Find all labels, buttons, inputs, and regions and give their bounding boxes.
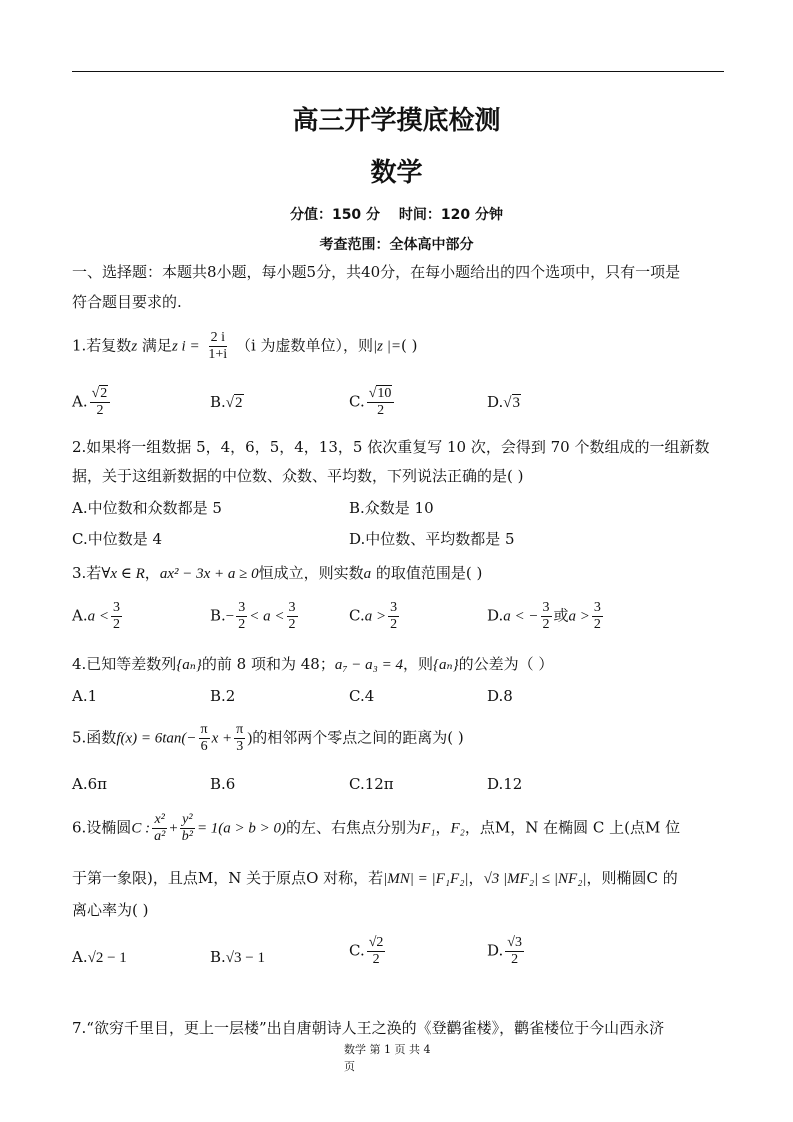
q1-c-den: 2 xyxy=(377,403,385,418)
q1-fraction xyxy=(206,330,229,363)
q6-den2: b² xyxy=(181,829,193,844)
q1-paren: ( ) xyxy=(400,336,418,355)
q3-a-den: 2 xyxy=(112,617,120,632)
q6-d-den: 2 xyxy=(511,952,519,967)
q1-option-d: D.√3 xyxy=(487,393,520,411)
q6-c-label: C. xyxy=(349,941,365,960)
question-1 xyxy=(72,330,417,363)
q1-d-rad: 3 xyxy=(512,395,520,411)
q4-eq: a₇ − a₃ = 4 xyxy=(334,657,404,673)
q3-d-num2: 3 xyxy=(593,600,601,615)
q6-num1: x² xyxy=(154,812,165,827)
q3-d-lhs: a < − xyxy=(503,608,539,625)
q1-a-den: 2 xyxy=(96,403,104,418)
question-3 xyxy=(72,563,482,584)
q1-mid: 满足 xyxy=(137,336,172,355)
q5-option-d: D.12 xyxy=(487,775,523,793)
q6-eq2: √3 |MF₂| ≤ |NF₂| xyxy=(483,871,587,887)
q6-num2: y² xyxy=(182,812,193,827)
q6-post1: 的左、右焦点分别为 xyxy=(286,818,422,837)
q3-a-lhs: a < xyxy=(87,608,109,625)
q1-frac-num: 2 i xyxy=(210,330,225,345)
q1-note: （i 为虚数单位），则 xyxy=(235,336,374,355)
q3-d-rhs: a > xyxy=(568,608,590,625)
q3-ineq: ax² − 3x + a ≥ 0 xyxy=(159,566,259,582)
q5-num1: π xyxy=(200,722,208,737)
q6-c-den: 2 xyxy=(372,952,380,967)
section-heading-line1: 一、选择题：本题共8小题，每小题5分，共40分，在每小题给出的四个选项中，只有一项是 xyxy=(72,263,681,281)
q2-option-b: B.众数是 10 xyxy=(349,499,434,517)
q2-option-d: D.中位数、平均数都是 5 xyxy=(349,530,515,548)
q3-a-num: 3 xyxy=(112,600,120,615)
q3-b-num1: 3 xyxy=(238,600,246,615)
question-5 xyxy=(72,722,464,755)
q6-option-b xyxy=(210,947,265,968)
q2-option-c: C.中位数是 4 xyxy=(72,530,163,548)
q2-option-a: A.中位数和众数都是 5 xyxy=(72,499,222,517)
q6-frac1 xyxy=(152,812,167,845)
q4-mid2: ，则 xyxy=(403,655,434,673)
q6-option-a xyxy=(72,947,127,968)
q3-b-den2: 2 xyxy=(288,617,296,632)
q6-f1: F₁ xyxy=(421,820,436,837)
q3-post: 恒成立，则实数 xyxy=(258,564,364,582)
question-6-line1 xyxy=(72,812,680,845)
q6-a-text: √2 − 1 xyxy=(87,950,127,966)
q3-d-frac2 xyxy=(592,600,603,633)
q6-frac2 xyxy=(180,812,195,845)
question-4 xyxy=(72,654,553,675)
q4-mid: 的前 8 项和为 48； xyxy=(201,655,335,673)
q3-b-frac1 xyxy=(236,600,247,633)
q5-frac1 xyxy=(199,722,210,755)
q3-d-den1: 2 xyxy=(542,617,550,632)
q3-d-frac1 xyxy=(541,600,552,633)
q1-option-b: B.√2 xyxy=(210,393,243,411)
q4-post: 的公差为（ ） xyxy=(458,655,554,673)
q1-eq-lhs: z i = xyxy=(171,338,200,355)
q6-line2a: 于第一象限)，且点M，N 关于原点O 对称，若 xyxy=(72,869,384,887)
q6-d-frac xyxy=(505,935,524,968)
q6-sep2: ， xyxy=(468,869,484,887)
q5-option-a: A.6π xyxy=(72,775,108,793)
q3-a-frac xyxy=(111,600,122,633)
q6-c-frac xyxy=(367,935,386,968)
q5-num2: π xyxy=(236,722,244,737)
q1-pre: 1.若复数 xyxy=(72,336,132,355)
q4-option-d: D.8 xyxy=(487,687,513,705)
q1-var: z xyxy=(131,338,138,355)
q6-sep: ， xyxy=(435,818,451,837)
subject-title: 数学 xyxy=(370,158,423,188)
q1-c-frac: $\frac{√10}{2}$ xyxy=(367,386,395,419)
q6-f2: F₂ xyxy=(450,820,465,837)
q1-c-num: 10 xyxy=(377,386,392,401)
q4-option-c: C.4 xyxy=(349,687,375,705)
q5-den2: 3 xyxy=(236,739,244,754)
q1-option-c xyxy=(349,386,396,419)
page-title: 高三开学摸底检测 xyxy=(292,106,501,136)
q6-den1: a² xyxy=(154,829,166,844)
top-rule xyxy=(72,71,724,72)
question-2-line2: 据，关于这组新数据的中位数、众数、平均数，下列说法正确的是( ) xyxy=(72,467,524,485)
q6-b-text: √3 − 1 xyxy=(225,950,265,966)
q1-c-label: C. xyxy=(349,392,365,411)
q1-frac-den: 1+i xyxy=(208,347,228,362)
q1-a-frac: $\frac{√2}{2}$ xyxy=(90,386,111,419)
q3-b-den1: 2 xyxy=(238,617,246,632)
q6-pre: 6.设椭圆 xyxy=(72,818,132,837)
q6-plus: + xyxy=(169,820,178,837)
q5-close: ) xyxy=(247,730,253,747)
q5-func: f(x) = 6tan(− xyxy=(116,730,197,747)
q6-c-num: √2 xyxy=(368,935,384,950)
q3-c-num: 3 xyxy=(390,600,398,615)
q3-option-c xyxy=(349,600,401,633)
q3-cond: ∀x ∈ R xyxy=(101,566,145,582)
q1-d-label: D. xyxy=(487,393,504,411)
q3-d-label: D. xyxy=(487,606,504,625)
q3-b-label: B. xyxy=(210,606,226,625)
q1-a-label: A. xyxy=(72,392,88,411)
q3-b-num2: 3 xyxy=(288,600,296,615)
q4-option-a: A.1 xyxy=(72,687,98,705)
q3-d-den2: 2 xyxy=(593,617,601,632)
q6-option-c xyxy=(349,935,387,968)
q1-b-rad: 2 xyxy=(235,395,243,411)
q1-a-num: 2 xyxy=(100,386,108,401)
q6-a-label: A. xyxy=(72,948,88,966)
q5-den1: 6 xyxy=(200,739,208,754)
q5-option-b: B.6 xyxy=(210,775,236,793)
q6-b-label: B. xyxy=(210,948,226,966)
page-footer-line1: 数学 第 1 页 共 4 xyxy=(344,1043,431,1056)
q3-option-d xyxy=(487,600,605,633)
q3-option-a xyxy=(72,600,124,633)
q1-option-a xyxy=(72,386,112,419)
q6-option-d xyxy=(487,935,526,968)
question-2-line1: 2.如果将一组数据 5，4，6，5，4，13，5 依次重复写 10 次，会得到 70 个数组成的一组新数 xyxy=(72,438,710,456)
q3-sep: ， xyxy=(144,564,160,582)
q3-var: a xyxy=(363,566,372,582)
page-footer-line2: 页 xyxy=(344,1060,355,1073)
q6-post2: ，点M，N 在椭圆 C 上(点M 位 xyxy=(464,818,681,837)
q1-b-label: B. xyxy=(210,393,226,411)
q3-pre: 3.若 xyxy=(72,564,102,582)
q3-a-label: A. xyxy=(72,606,88,625)
q1-abs: |z |= xyxy=(373,338,401,355)
q3-b-frac2 xyxy=(287,600,298,633)
q3-post2: 的取值范围是( ) xyxy=(371,564,483,582)
question-6-line2 xyxy=(72,868,678,889)
q3-c-lhs: a > xyxy=(364,608,387,625)
q6-cond: = 1(a > b > 0) xyxy=(196,820,287,837)
q4-option-b: B.2 xyxy=(210,687,236,705)
exam-scope: 考查范围：全体高中部分 xyxy=(319,237,474,253)
q3-option-b xyxy=(210,600,300,633)
q4-seq: {aₙ} xyxy=(176,657,202,673)
q3-b-mid: < a < xyxy=(249,608,285,625)
q5-post: 的相邻两个零点之间的距离为( ) xyxy=(252,728,464,747)
q6-c: C : xyxy=(131,820,151,837)
question-7-line1: 7.“欲穷千里目，更上一层楼”出自唐朝诗人王之涣的《登鹳雀楼》，鹳雀楼位于今山西永济 xyxy=(72,1019,665,1037)
q4-seq2: {aₙ} xyxy=(433,657,459,673)
q5-mid: x + xyxy=(211,730,233,747)
q3-c-frac xyxy=(388,600,399,633)
q3-c-label: C. xyxy=(349,606,365,625)
q3-c-den: 2 xyxy=(390,617,398,632)
question-6-line3: 离心率为( ) xyxy=(72,901,149,919)
q5-frac2 xyxy=(234,722,245,755)
q3-d-mid: 或 xyxy=(553,606,569,625)
q6-eq1: |MN| = |F₁F₂| xyxy=(383,871,469,887)
section-heading-line2: 符合题目要求的. xyxy=(72,293,182,311)
q5-pre: 5.函数 xyxy=(72,728,117,747)
q4-pre: 4.已知等差数列 xyxy=(72,655,177,673)
score-time: 分值：150 分 时间：120 分钟 xyxy=(289,207,504,223)
q5-option-c: C.12π xyxy=(349,775,394,793)
q6-d-label: D. xyxy=(487,941,504,960)
q3-d-num1: 3 xyxy=(542,600,550,615)
q6-line2b: ，则椭圆C 的 xyxy=(586,869,678,887)
q3-b-minus: − xyxy=(225,608,235,625)
q6-d-num: √3 xyxy=(507,935,522,950)
